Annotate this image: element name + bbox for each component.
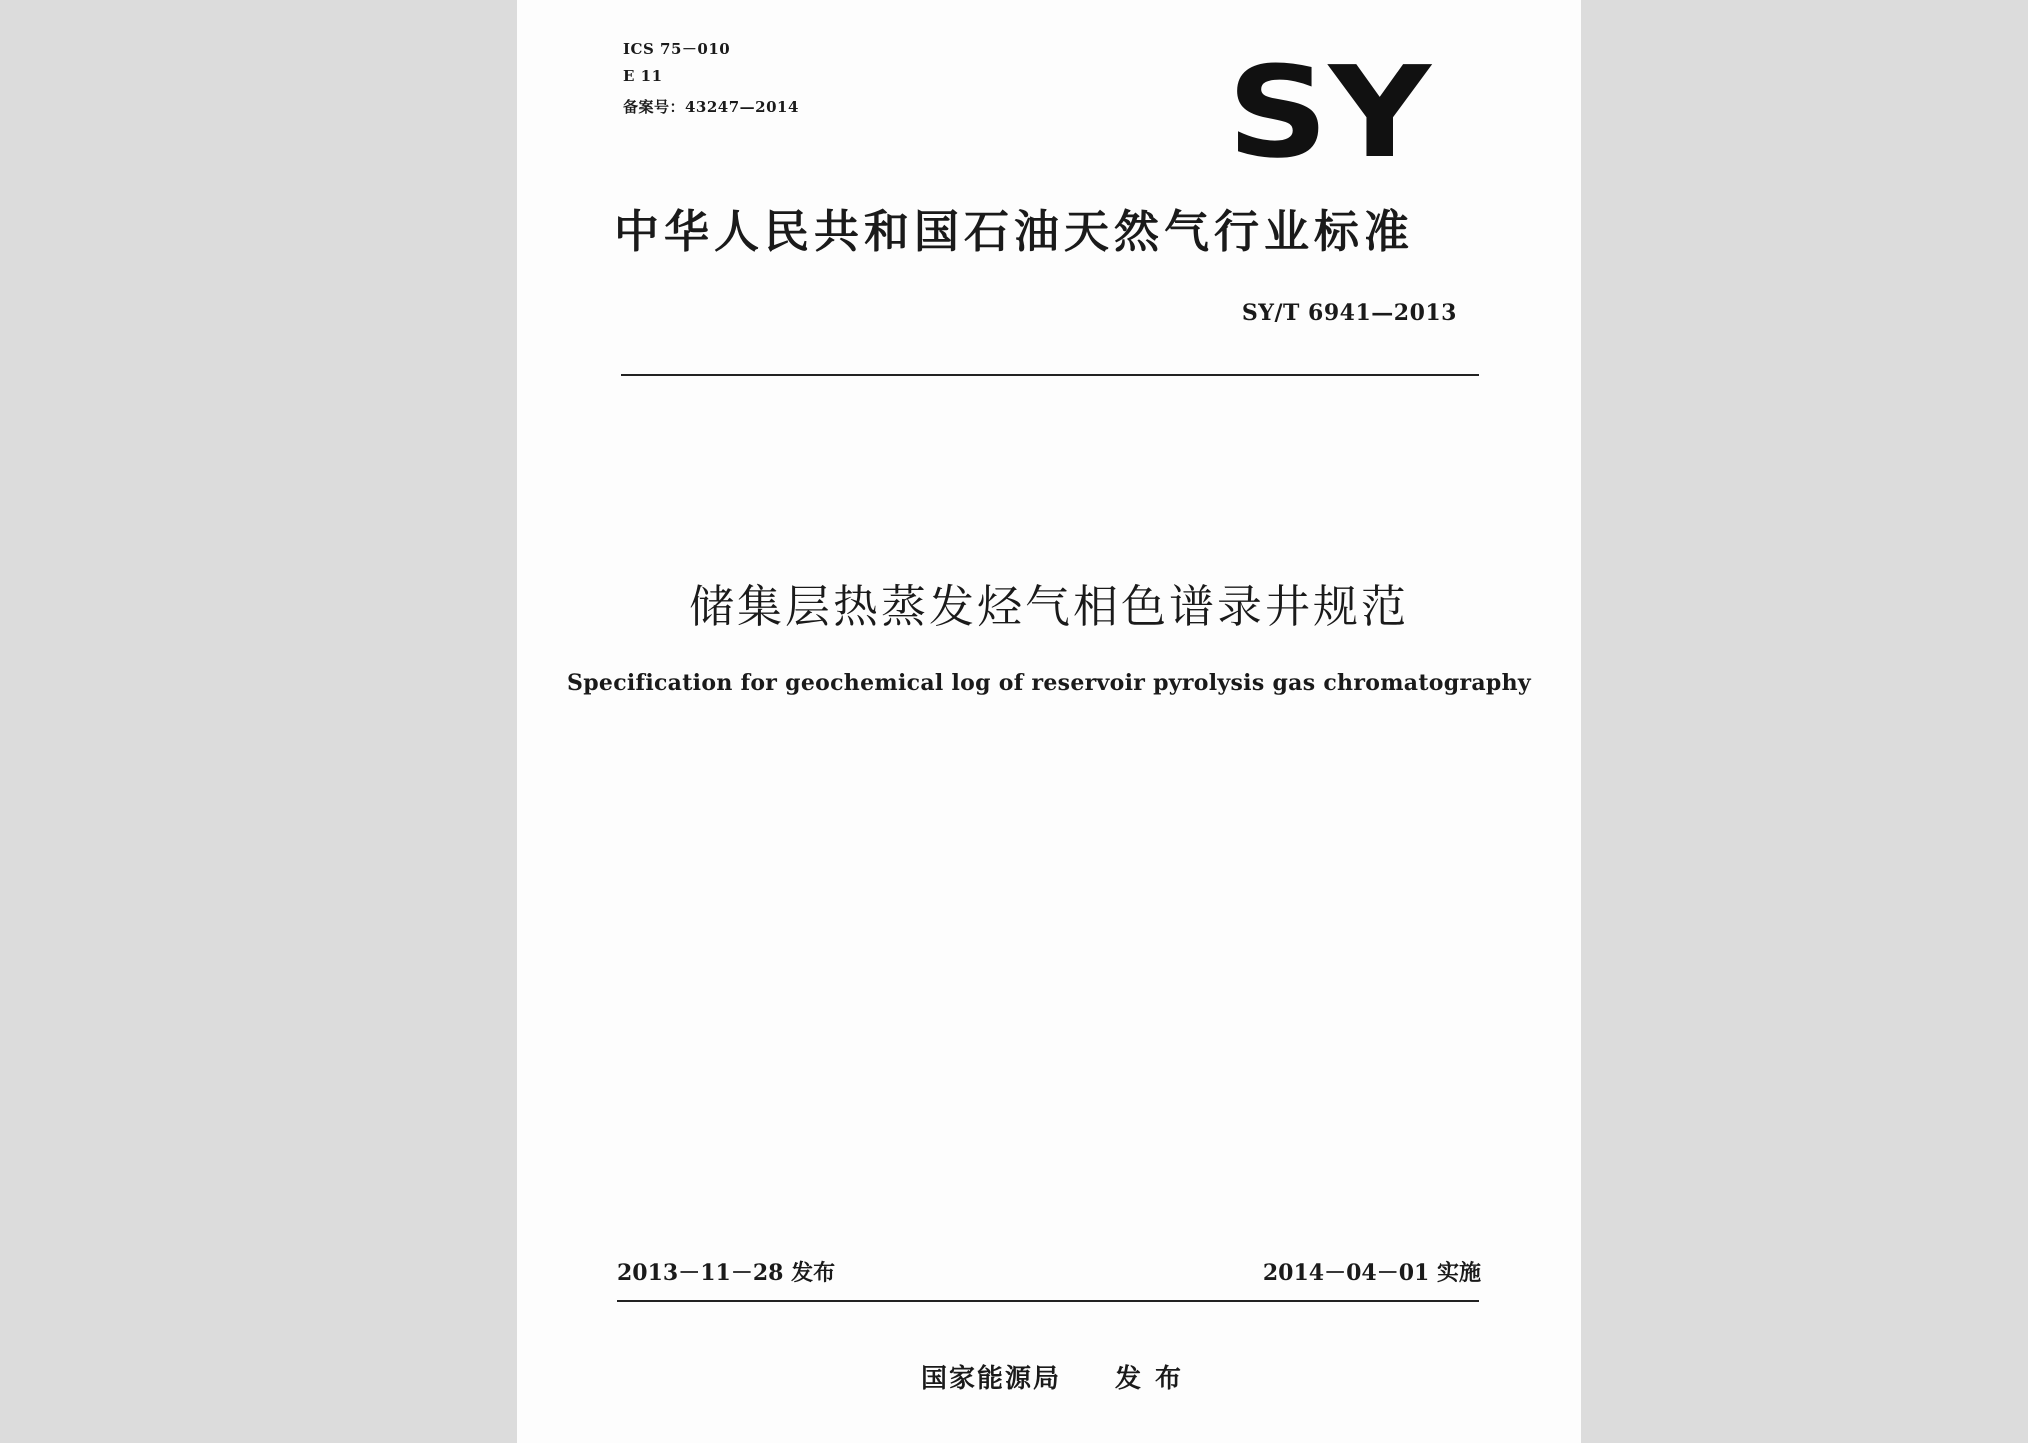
top-divider <box>621 374 1479 376</box>
issue-date: 2013－11－28 发布 <box>617 1260 836 1286</box>
document-cover-page <box>517 0 1581 1443</box>
sy-logo: SY <box>1227 39 1431 186</box>
publish-label: 发布 <box>1115 1364 1196 1394</box>
implementation-date: 2014－04－01 实施 <box>1262 1260 1481 1286</box>
industry-standard-title: 中华人民共和国石油天然气行业标准 <box>613 205 1414 258</box>
bottom-divider <box>617 1300 1479 1302</box>
standard-number: SY/T 6941—2013 <box>1241 300 1457 326</box>
publisher-name: 国家能源局 <box>921 1364 1062 1394</box>
ics-code: ICS 75－010 <box>623 40 731 58</box>
document-title-english: Specification for geochemical log of reservoir pyrolysis gas chromatography <box>567 670 1531 696</box>
filing-number: 备案号：43247—2014 <box>623 98 799 116</box>
document-title-chinese: 储集层热蒸发烃气相色谱录井规范 <box>688 580 1409 633</box>
classification-code: E 11 <box>623 67 663 85</box>
